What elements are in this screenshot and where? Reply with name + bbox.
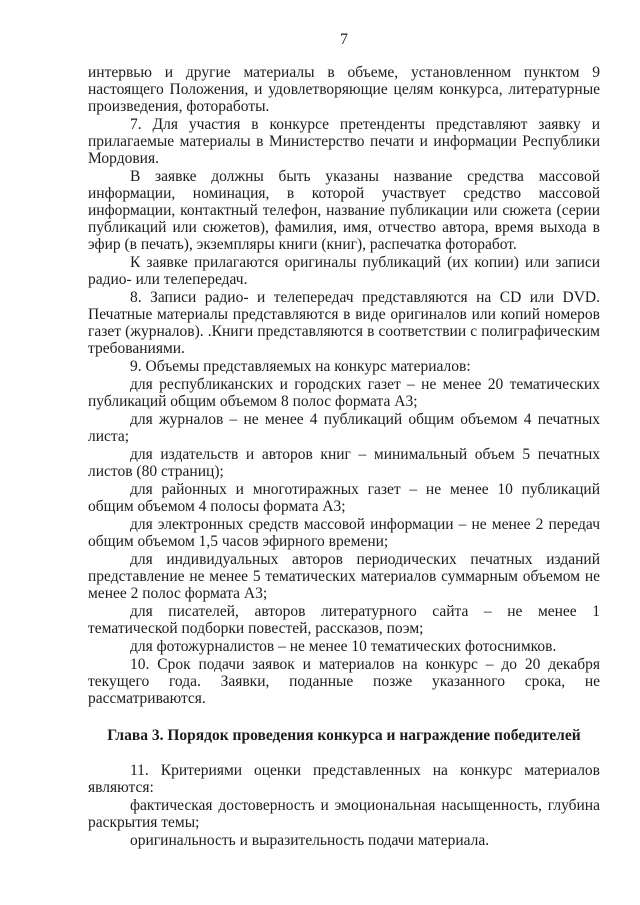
- list-item: для фотожурналистов – не менее 10 тематических фотоснимков.: [130, 638, 557, 655]
- paragraph-item-10: 10. Срок подачи заявок и материалов на конкурс – до 20 декабря текущего года. Заявки, поданные позже указанного срока, не рассматриваются.: [88, 656, 600, 707]
- list-item: для индивидуальных авторов периодических печатных изданий представление не менее 5 тематических материалов суммарным объемом не менее 2 полос формата А3;: [88, 551, 600, 602]
- list-item: оригинальность и выразительность подачи материала.: [130, 832, 490, 849]
- paragraph-item-9: 9. Объемы представляемых на конкурс материалов:: [130, 358, 471, 375]
- paragraph-item-8: 8. Записи радио- и телепередач представляются на CD или DVD. Печатные материалы представляются в виде оригиналов или копий номеров газет (журналов). .Книги представляются в соответствии с полиграфическим требованиями.: [88, 289, 600, 357]
- list-item: для электронных средств массовой информации – не менее 2 передач общим объемом 1,5 часов эфирного времени;: [88, 516, 600, 550]
- list-item: для писателей, авторов литературного сайта – не менее 1 тематической подборки повестей, рассказов, поэм;: [88, 603, 600, 637]
- list-item: для республиканских и городских газет – не менее 20 тематических публикаций общим объемом 8 полос формата А3;: [88, 376, 600, 410]
- document-body: [88, 64, 600, 850]
- chapter-heading: Глава 3. Порядок проведения конкурса и награждение победителей: [107, 727, 581, 744]
- list-item: фактическая достоверность и эмоциональная насыщенность, глубина раскрытия темы;: [88, 797, 600, 831]
- paragraph-application-attachments: К заявке прилагаются оригиналы публикаций (их копии) или записи радио- или телепередач.: [88, 254, 600, 288]
- list-item: для издательств и авторов книг – минимальный объем 5 печатных листов (80 страниц);: [88, 446, 600, 480]
- list-item: для районных и многотиражных газет – не менее 10 публикаций общим объемом 4 полосы формата А3;: [88, 481, 600, 515]
- paragraph-item-7: 7. Для участия в конкурсе претенденты представляют заявку и прилагаемые материалы в Министерство печати и информации Республики Мордовия.: [88, 116, 600, 167]
- page-number: 7: [340, 31, 348, 48]
- paragraph-item-11: 11. Критериями оценки представленных на конкурс материалов являются:: [88, 762, 600, 796]
- paragraph-continuation: интервью и другие материалы в объеме, установленном пунктом 9 настоящего Положения, и удовлетворяющие целям конкурса, литературные произведения, фотоработы.: [88, 64, 600, 115]
- list-item: для журналов – не менее 4 публикаций общим объемом 4 печатных листа;: [88, 411, 600, 445]
- paragraph-application-contents: В заявке должны быть указаны название средства массовой информации, номинация, в которой участвует средство массовой информации, контактный телефон, название публикации или сюжета (серии публикаций или сюжетов), фамилия, имя, отчество автора, время выхода в эфир (в печать), экземпляры книги (книг), распечатка фоторабот.: [88, 168, 600, 253]
